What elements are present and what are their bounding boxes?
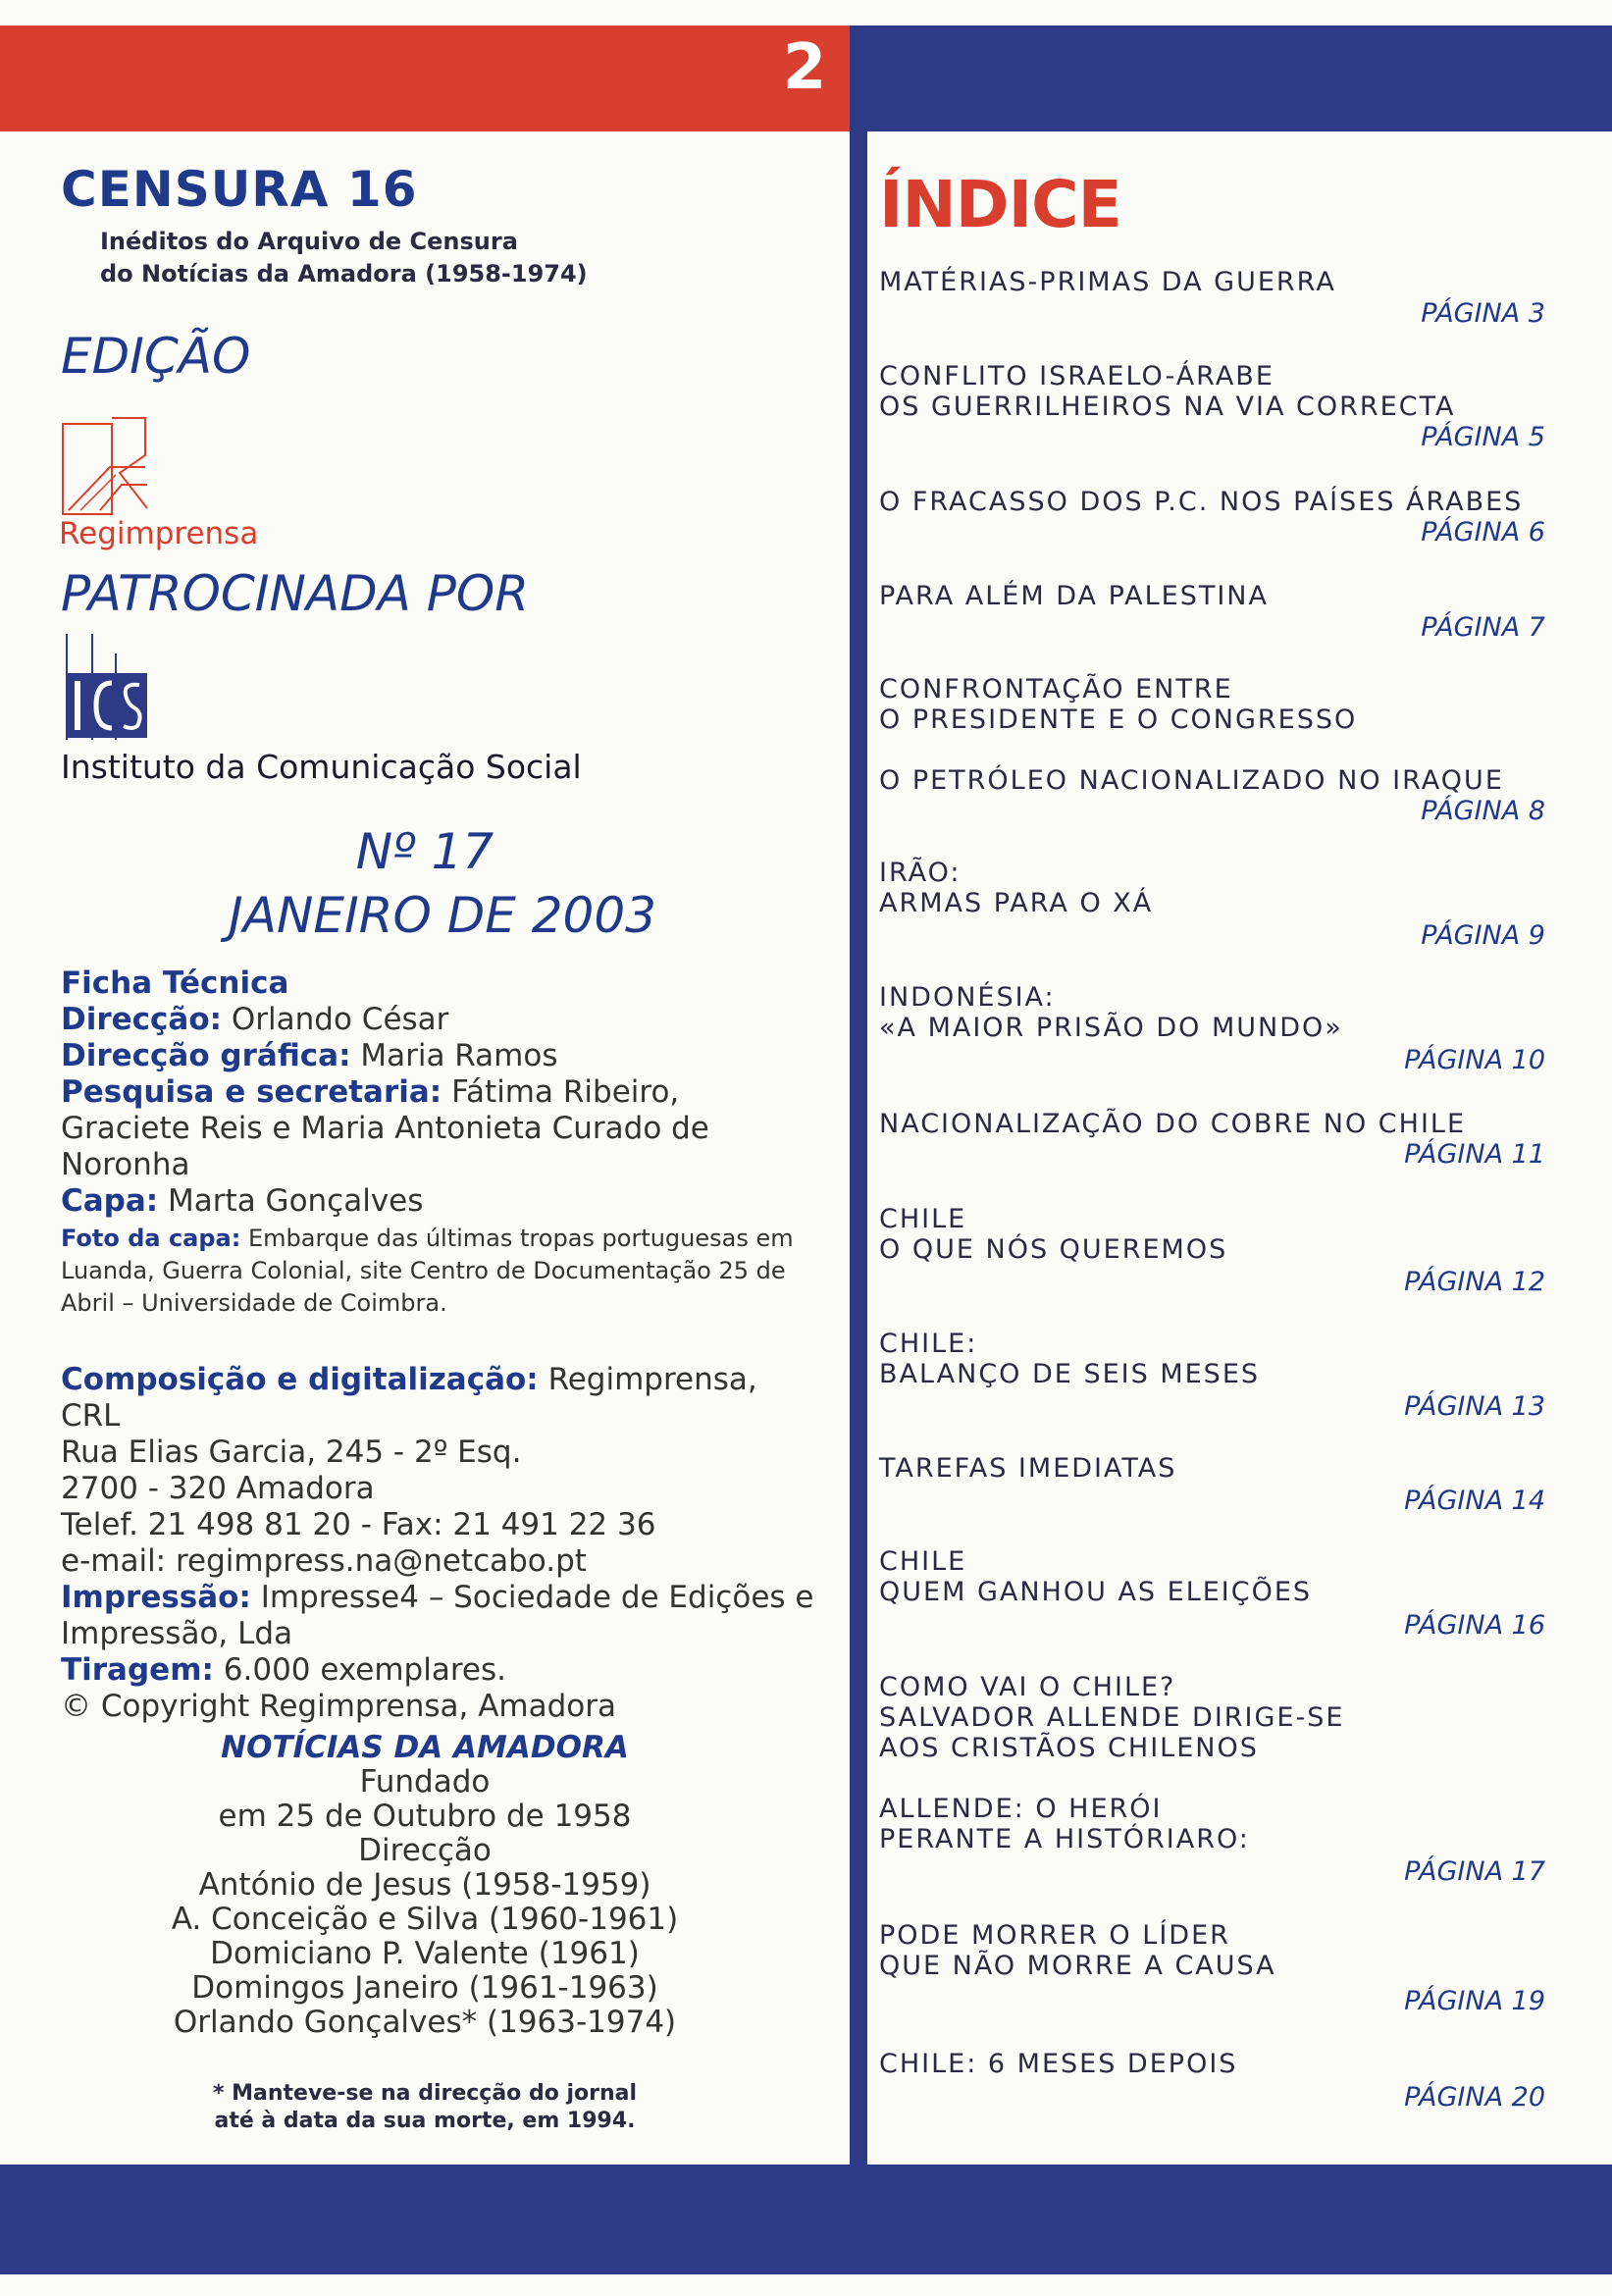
copyright-line: © Copyright Regimprensa, Amadora [61, 1689, 616, 1724]
toc-page[interactable]: PÁGINA 11 [1404, 1139, 1545, 1170]
toc-entry[interactable]: CONFLITO ISRAELO-ÁRABE [879, 361, 1274, 391]
toc-entry[interactable]: CONFRONTAÇÃO ENTRE [879, 674, 1233, 704]
ficha-tecnica [61, 965, 806, 1220]
noticias-director: Domiciano P. Valente (1961) [210, 1936, 640, 1971]
toc-page[interactable]: PÁGINA 19 [1404, 1986, 1545, 2016]
column-divider [850, 131, 867, 2165]
footnote [0, 2080, 850, 2135]
toc-entry[interactable]: TAREFAS IMEDIATAS [879, 1453, 1177, 1484]
footer-bar [0, 2165, 1612, 2274]
edicao-heading: EDIÇÃO [61, 328, 251, 385]
noticias-title: NOTÍCIAS DA AMADORA [221, 1730, 629, 1765]
impressao-label: Impressão: [61, 1580, 251, 1615]
toc-page[interactable]: PÁGINA 3 [1421, 298, 1545, 329]
composicao-label: Composição e digitalização: [61, 1362, 539, 1397]
publication-title: CENSURA 16 [61, 161, 418, 218]
toc-page[interactable]: PÁGINA 12 [1404, 1267, 1545, 1297]
indice-column [867, 131, 1612, 2165]
toc-entry[interactable]: QUEM GANHOU AS ELEIÇÕES [879, 1577, 1313, 1607]
toc-entry[interactable]: O FRACASSO DOS P.C. NOS PAÍSES ÁRABES [879, 487, 1524, 517]
publication-subtitle [100, 226, 588, 290]
toc-page[interactable]: PÁGINA 14 [1404, 1486, 1545, 1516]
toc-entry[interactable]: CHILE: [879, 1329, 978, 1359]
toc-entry[interactable]: CHILE: 6 MESES DEPOIS [879, 2049, 1238, 2079]
email-line: e-mail: regimpress.na@netcabo.pt [61, 1543, 587, 1579]
foto-capa [61, 1223, 806, 1320]
ficha-label: Direcção gráfica: [61, 1038, 351, 1073]
footnote-line: até à data da sua morte, em 1994. [214, 2109, 636, 2133]
ficha-label: Direcção: [61, 1002, 223, 1037]
noticias-line: Fundado [359, 1764, 491, 1800]
issue-date: JANEIRO DE 2003 [229, 887, 656, 944]
toc-entry[interactable]: QUE NÃO MORRE A CAUSA [879, 1951, 1276, 1981]
composicao-value: Regimprensa, CRL [61, 1362, 757, 1434]
noticias-director: A. Conceição e Silva (1960-1961) [171, 1902, 679, 1937]
foto-value: Embarque das últimas tropas portuguesas em Luanda, Guerra Colonial, site Centro de Documentação 25 de Abril – Universidade de Coimbra. [61, 1225, 794, 1317]
phone-line: Telef. 21 498 81 20 - Fax: 21 491 22 36 [61, 1507, 656, 1542]
toc-entry[interactable]: «A MAIOR PRISÃO DO MUNDO» [879, 1013, 1343, 1043]
colophon-column [0, 131, 850, 2165]
ficha-capa [61, 1183, 806, 1220]
noticias-line: Direcção [358, 1833, 492, 1868]
toc-entry[interactable]: CHILE [879, 1546, 967, 1577]
ficha-label: Capa: [61, 1183, 159, 1219]
indice-title: ÍNDICE [879, 167, 1121, 242]
tiragem-line [61, 1652, 826, 1689]
toc-entry[interactable]: CHILE [879, 1204, 967, 1234]
ics-logo-icon [63, 634, 151, 742]
toc-entry[interactable]: INDONÉSIA: [879, 982, 1056, 1013]
toc-entry[interactable]: COMO VAI O CHILE? [879, 1672, 1176, 1702]
toc-page[interactable]: PÁGINA 10 [1404, 1045, 1545, 1075]
toc-page[interactable]: PÁGINA 8 [1421, 796, 1545, 826]
toc-entry[interactable]: PARA ALÉM DA PALESTINA [879, 581, 1269, 611]
regimprensa-logo-icon [61, 416, 151, 518]
composicao-line [61, 1362, 826, 1435]
toc-entry[interactable]: ALLENDE: O HERÓI [879, 1794, 1163, 1824]
toc-page[interactable]: PÁGINA 5 [1421, 422, 1545, 452]
toc-entry[interactable]: O QUE NÓS QUEREMOS [879, 1234, 1228, 1265]
impressao-value: Impresse4 – Sociedade de Edições e Impressão, Lda [61, 1580, 814, 1651]
ficha-direccao [61, 1002, 806, 1038]
noticias-director: António de Jesus (1958-1959) [198, 1867, 651, 1903]
toc-entry[interactable]: O PETRÓLEO NACIONALIZADO NO IRAQUE [879, 765, 1504, 796]
ficha-pesquisa [61, 1074, 806, 1183]
toc-entry[interactable]: MATÉRIAS-PRIMAS DA GUERRA [879, 267, 1336, 297]
toc-page[interactable]: PÁGINA 20 [1404, 2082, 1545, 2113]
noticias-director: Domingos Janeiro (1961-1963) [191, 1970, 658, 2006]
foto-label: Foto da capa: [61, 1225, 241, 1252]
toc-entry[interactable]: IRÃO: [879, 858, 962, 888]
toc-entry[interactable]: O PRESIDENTE E O CONGRESSO [879, 704, 1358, 735]
regimprensa-name: Regimprensa [59, 516, 259, 551]
toc-entry[interactable]: PERANTE A HISTÓRIARO: [879, 1824, 1250, 1854]
ficha-value: Marta Gonçalves [168, 1183, 424, 1219]
subtitle-line: Inéditos do Arquivo de Censura [100, 228, 518, 255]
toc-page[interactable]: PÁGINA 13 [1404, 1391, 1545, 1422]
subtitle-line: do Notícias da Amadora (1958-1974) [100, 260, 588, 287]
ficha-grafica [61, 1038, 806, 1074]
footnote-line: * Manteve-se na direcção do jornal [212, 2081, 638, 2106]
toc-page[interactable]: PÁGINA 16 [1404, 1610, 1545, 1641]
tiragem-label: Tiragem: [61, 1652, 214, 1688]
toc-entry[interactable]: OS GUERRILHEIROS NA VIA CORRECTA [879, 391, 1456, 422]
toc-entry[interactable]: PODE MORRER O LÍDER [879, 1920, 1230, 1951]
noticias-line: em 25 de Outubro de 1958 [218, 1799, 632, 1834]
composicao-block [61, 1362, 826, 1725]
ficha-label: Pesquisa e secretaria: [61, 1074, 442, 1110]
toc-page[interactable]: PÁGINA 17 [1404, 1856, 1545, 1887]
ics-name: Instituto da Comunicação Social [61, 748, 582, 786]
address-line: Rua Elias Garcia, 245 - 2º Esq. [61, 1435, 522, 1470]
toc-page[interactable]: PÁGINA 7 [1421, 612, 1545, 643]
noticias-block [0, 1731, 850, 2040]
patrocinada-heading: PATROCINADA POR [61, 565, 529, 622]
toc-entry[interactable]: SALVADOR ALLENDE DIRIGE-SE [879, 1702, 1345, 1733]
toc-page[interactable]: PÁGINA 9 [1421, 920, 1545, 951]
toc-page[interactable]: PÁGINA 6 [1421, 517, 1545, 548]
ficha-value: Maria Ramos [360, 1038, 558, 1073]
toc-entry[interactable]: ARMAS PARA O XÁ [879, 888, 1154, 918]
page-number: 2 [782, 31, 827, 104]
issue-number: Nº 17 [355, 823, 494, 880]
toc-entry[interactable]: AOS CRISTÃOS CHILENOS [879, 1733, 1259, 1763]
toc-entry[interactable]: BALANÇO DE SEIS MESES [879, 1359, 1261, 1389]
header-bar-red [0, 26, 850, 131]
address-line: 2700 - 320 Amadora [61, 1471, 375, 1506]
toc-entry[interactable]: NACIONALIZAÇÃO DO COBRE NO CHILE [879, 1109, 1467, 1139]
ficha-value: Orlando César [231, 1002, 449, 1037]
header-bar-blue [850, 26, 1612, 131]
ficha-value: Fátima Ribeiro, Graciete Reis e Maria Antonieta Curado de Noronha [61, 1074, 709, 1182]
noticias-director: Orlando Gonçalves* (1963-1974) [173, 2005, 677, 2040]
impressao-line [61, 1580, 826, 1652]
ficha-heading: Ficha Técnica [61, 965, 289, 1001]
tiragem-value: 6.000 exemplares. [223, 1652, 506, 1688]
